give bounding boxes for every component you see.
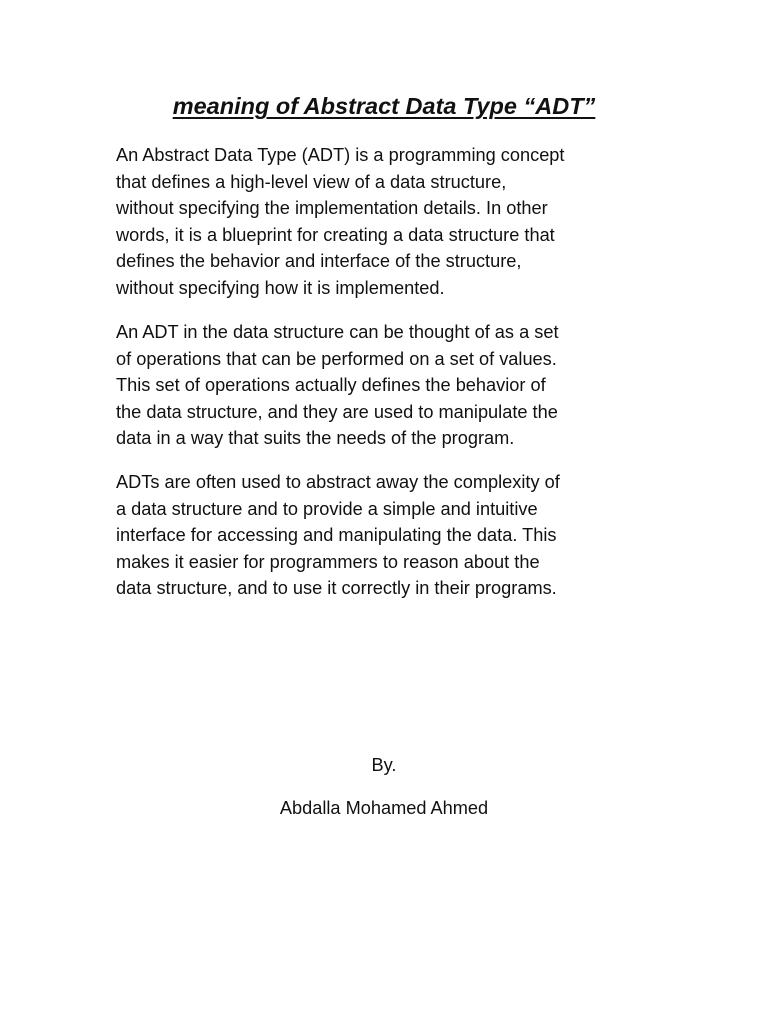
paragraph-line: defines the behavior and interface of the structure,	[116, 251, 522, 272]
paragraph-line: data structure, and to use it correctly in their programs.	[116, 578, 557, 599]
paragraph-line: ADTs are often used to abstract away the complexity of	[116, 472, 560, 492]
paragraph-usage	[116, 469, 656, 602]
paragraph-line: data in a way that suits the needs of the program.	[116, 428, 515, 449]
paragraph-operations	[116, 319, 656, 452]
paragraph-line: that defines a high-level view of a data structure,	[116, 171, 507, 192]
paragraph-line: An Abstract Data Type (ADT) is a programming concept	[116, 145, 565, 165]
document-title: meaning of Abstract Data Type “ADT”	[172, 93, 596, 119]
paragraph-line: An ADT in the data structure can be thought of as a set	[116, 322, 559, 342]
paragraph-line: makes it easier for programmers to reason about the	[116, 551, 540, 572]
paragraph-line: interface for accessing and manipulating the data. This	[116, 525, 557, 546]
paragraph-line: without specifying the implementation details. In other	[116, 198, 548, 219]
paragraph-line: without specifying how it is implemented.	[116, 277, 445, 298]
byline-label: By.	[371, 755, 397, 775]
paragraph-line: This set of operations actually defines the behavior of	[116, 375, 546, 396]
author-name: Abdalla Mohamed Ahmed	[279, 798, 489, 818]
paragraph-line: a data structure and to provide a simple and intuitive	[116, 498, 538, 519]
paragraph-line: words, it is a blueprint for creating a data structure that	[116, 224, 555, 245]
paragraph-line: of operations that can be performed on a set of values.	[116, 348, 557, 369]
paragraph-line: the data structure, and they are used to manipulate the	[116, 401, 558, 422]
paragraph-definition	[116, 142, 656, 302]
